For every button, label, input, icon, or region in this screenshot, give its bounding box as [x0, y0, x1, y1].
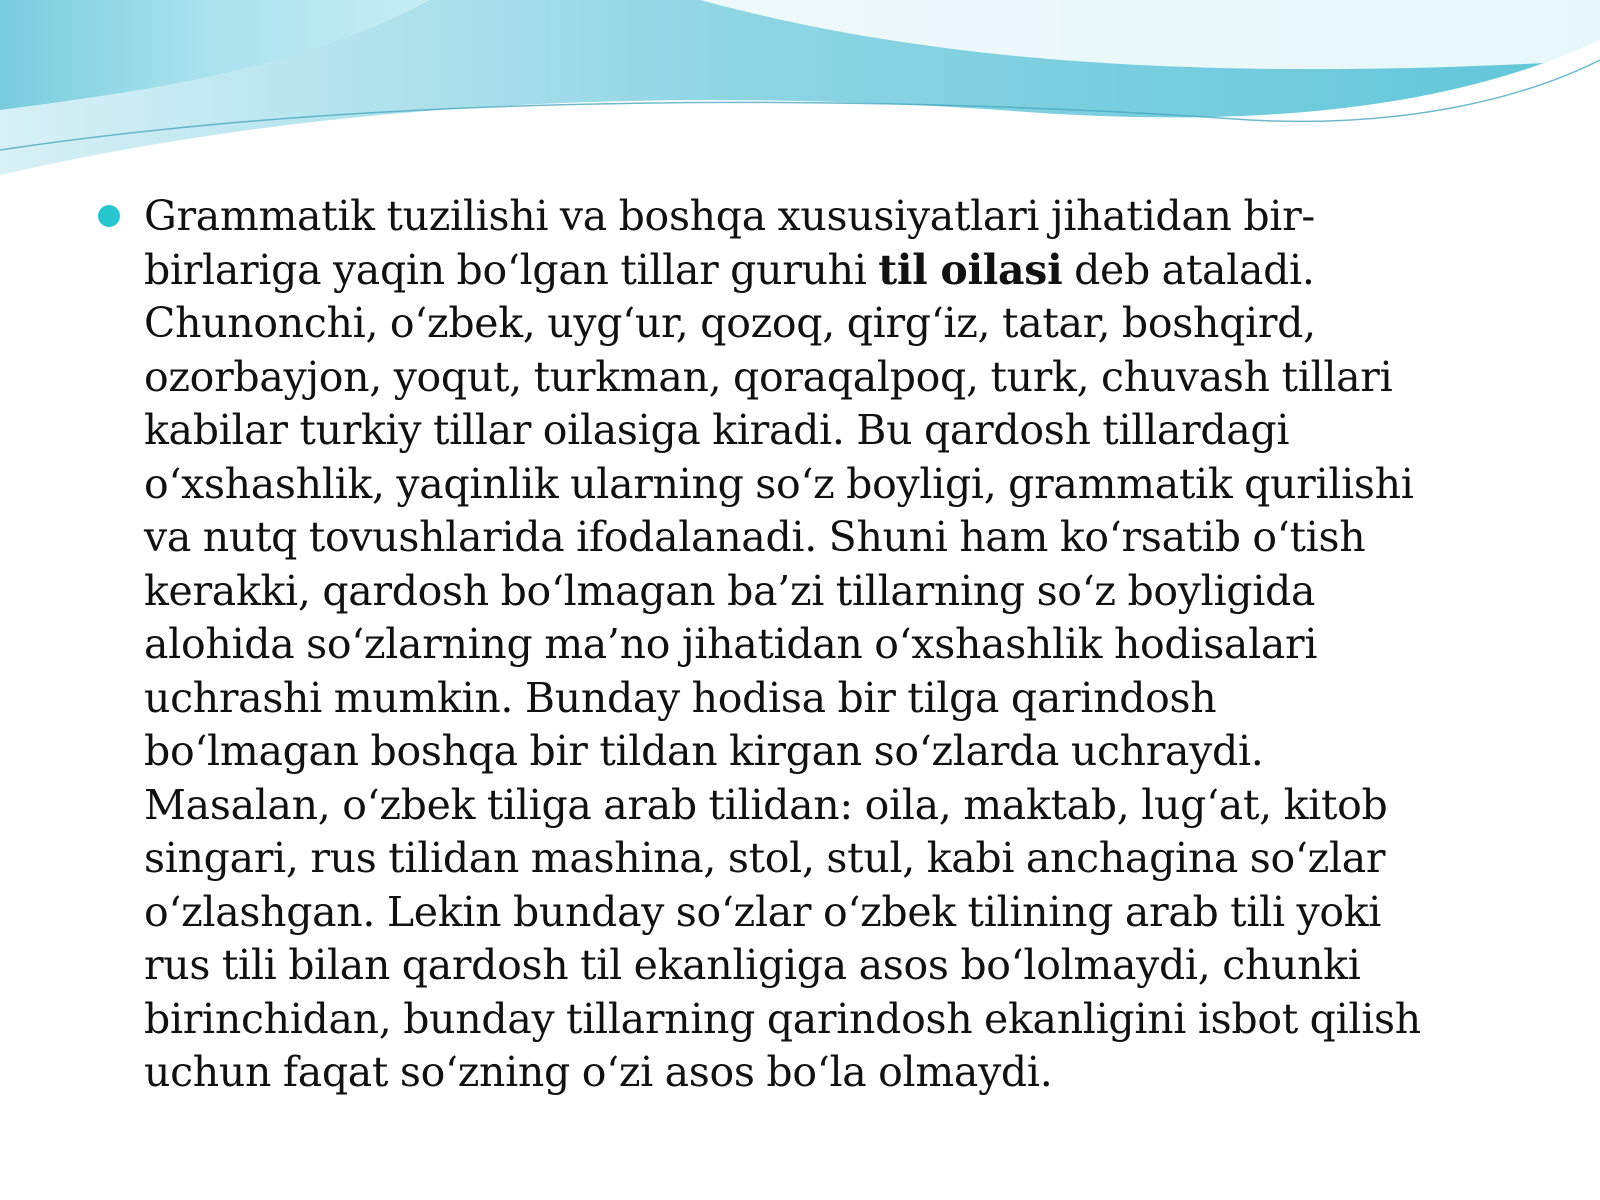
- decorative-wave-header: [0, 0, 1600, 200]
- circle-bullet-icon: [98, 205, 120, 227]
- paragraph-part-2: deb ataladi. Chunonchi, o‘zbek, uyg‘ur, qozoq, qirg‘iz, tatar, boshqird, ozorbayjon, yoqut, turkman, qoraqalpoq, turk, chuvash tillari kabilar turkiy tillar oilasiga kiradi. Bu qardosh tillardagi o‘xshashlik, yaqinlik ularning so‘z boyligi, grammatik qurilishi va nutq tovushlarida ifodalanadi. Shuni ham ko‘rsatib o‘tish kerakki, qardosh bo‘lmagan ba’zi tillarning so‘z boyligida alohida so‘zlarning ma’no jihatidan o‘xshashlik hodisalari uchrashi mumkin. Bunday hodisa bir tilga qarindosh bo‘lmagan boshqa bir tildan kirgan so‘zlarda uchraydi. Masalan, o‘zbek tiliga arab tilidan: oila, maktab, lug‘at, kitob singari, rus tilidan mashina, stol, stul, kabi anchagina so‘zlar o‘zlashgan. Lekin bunday so‘zlar o‘zbek tilining arab tili yoki rus tili bilan qardosh til ekanligiga asos bo‘lolmaydi, chunki birinchidan, bunday tillarning qarindosh ekanligini isbot qilish uchun faqat so‘zning o‘zi asos bo‘la olmaydi.: [144, 245, 1421, 1096]
- paragraph: [144, 190, 1518, 1100]
- bold-term: til oilasi: [878, 245, 1063, 294]
- body-text-block: [98, 190, 1518, 1100]
- paragraph-part-1: Grammatik tuzilishi va boshqa xususiyatlari jihatidan bir- birlariga yaqin bo‘lgan tillar guruhi: [144, 192, 1315, 294]
